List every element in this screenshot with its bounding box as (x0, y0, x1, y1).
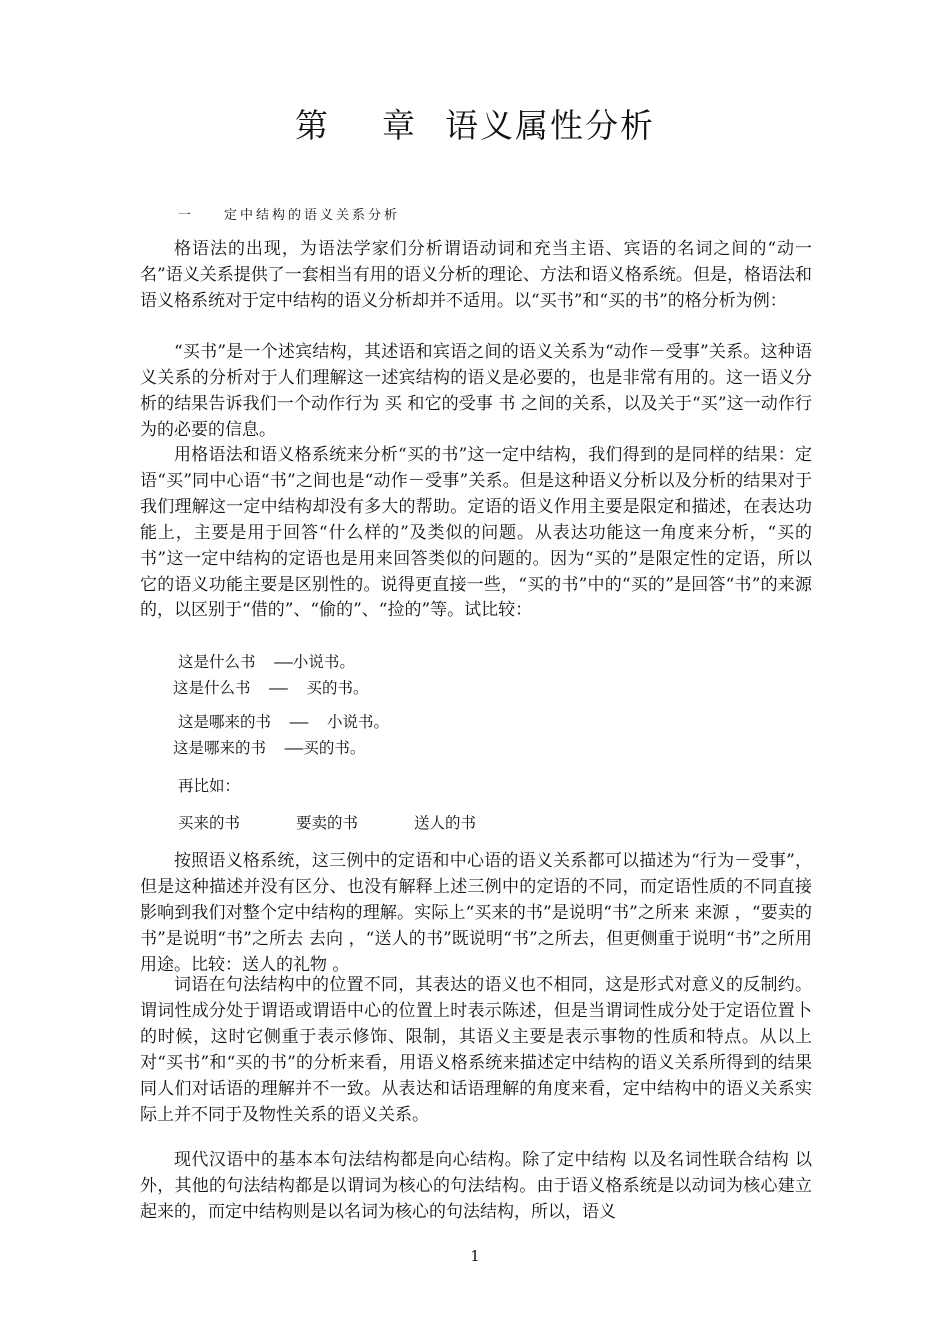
section-marker: 一 (178, 208, 195, 223)
paragraph-6: 现代汉语中的基本本句法结构都是向心结构。除了定中结构 以及名词性联合结构 以外，其他的句法结构都是以谓词为核心的句法结构。由于语义格系统是以动词为核心建立起来的，而定中结构则是以名词为核心的句法结构，所以，语义 (140, 1150, 812, 1222)
example-line-1: 这是什么书 ——小说书。 (178, 653, 355, 671)
paragraph-1: 格语法的出现，为语法学家们分析谓语动词和充当主语、宾语的名词之间的“动一名”语义关系提供了一套相当有用的语义分析的理论、方法和语义格系统。但是，格语法和语义格系统对于定中结构的语义分析却并不适用。以“买书”和“买的书”的格分析为例： (140, 239, 812, 311)
example-phrases: 买来的书 要卖的书 送人的书 (178, 814, 476, 832)
section-heading-text: 定中结构的语义关系分析 (224, 208, 401, 223)
example-line-2: 这是什么书 —— 买的书。 (173, 679, 369, 697)
page-number: 1 (470, 1247, 480, 1265)
title-part-1: 第 (295, 106, 330, 145)
paragraph-5: 词语在句法结构中的位置不同，其表达的语义也不相同，这是形式对意义的反制约。谓词性成分处于谓语或谓语中心的位置上时表示陈述，但是当谓词性成分处于定语位置卜的时候，这时它侧重于表示修饰、限制，其语义主要是表示事物的性质和特点。从以上对“买书”和“买的书”的分析来看，用语义格系统来描述定中结构的语义关系所得到的结果同人们对话语的理解并不一致。从表达和话语理解的角度来看，定中结构中的语义关系实际上并不同于及物性关系的语义关系。 (140, 975, 812, 1125)
paragraph-3: 用格语法和语义格系统来分析“买的书”这一定中结构，我们得到的是同样的结果：定语“买”同中心语“书”之间也是“动作－受事”关系。但是这种语义分析以及分析的结果对于我们理解这一定中结构却没有多大的帮助。定语的语义作用主要是限定和描述，在表达功能上，主要是用于回答“什么样的”及类似的问题。从表达功能这一角度来分析，“买的书”这一定中结构的定语也是用来回答类似的问题的。因为“买的”是限定性的定语，所以它的语义功能主要是区别性的。说得更直接一些，“买的书”中的“买的”是回答“书”的来源的，以区别于“借的”、“偷的”、“捡的”等。试比较： (140, 445, 812, 621)
example-line-3: 这是哪来的书 —— 小说书。 (178, 713, 389, 731)
title-part-2: 章 (382, 106, 417, 145)
paragraph-4: 按照语义格系统，这三例中的定语和中心语的语义关系都可以描述为“行为－受事”，但是这种描述并没有区分、也没有解释上述三例中的定语的不同，而定语性质的不同直接影响到我们对整个定中结构的理解。实际上“买来的书”是说明“书”之所来 来源 ，“要卖的书”是说明“书”之所去 去向 ，“送人的书”既说明“书”之所去，但更侧重于说明“书”之所用 用途。比较：送人的礼物 。 (140, 851, 812, 975)
chapter-title (0, 100, 950, 147)
example-intro: 再比如： (178, 777, 241, 795)
paragraph-2: “买书”是一个述宾结构，其述语和宾语之间的语义关系为“动作－受事”关系。这种语义关系的分析对于人们理解这一述宾结构的语义是必要的，也是非常有用的。这一语义分析的结果告诉我们一个动作行为 买 和它的受事 书 之间的关系，以及关于“买”这一动作行为的必要的信息。 (140, 342, 812, 440)
example-line-4: 这是哪来的书 ——买的书。 (173, 739, 366, 757)
section-heading (178, 204, 400, 223)
title-part-3: 语义属性分析 (445, 106, 655, 145)
